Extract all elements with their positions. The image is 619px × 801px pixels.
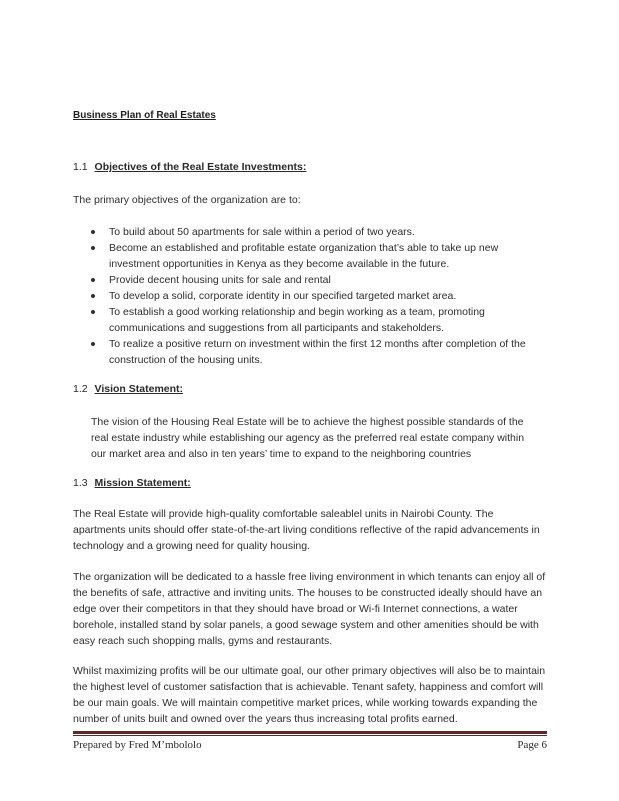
footer-page-number: Page 6 [517, 739, 547, 751]
list-item-text: To realize a positive return on investment within the first 12 months after completion of the construction of the housing units. [109, 338, 526, 366]
bullet-icon [91, 310, 95, 314]
section-title: Mission Statement: [94, 477, 191, 489]
section-number: 1.2 [73, 383, 88, 395]
list-item [91, 224, 551, 240]
list-item-text: Provide decent housing units for sale and rental [109, 274, 331, 286]
list-item-text: To establish a good working relationship and begin working as a team, promoting communications and suggestions from all participants and stakeholders. [109, 306, 485, 334]
bullet-icon [91, 246, 95, 250]
section-heading-objectives [73, 161, 306, 173]
document-title: Business Plan of Real Estates [73, 110, 216, 121]
section-heading-vision [73, 383, 183, 395]
mission-paragraph: Whilst maximizing profits will be our ultimate goal, our other primary objectives will also be to maintain the highest level of customer satisfaction that is achievable. Tenant safety, happiness and comfort will be our main goals. We will maintain competitive market prices, while working towards expanding the number of units built and owned over the years thus increasing total profits earned. [73, 665, 546, 725]
footer-divider-thin [73, 735, 547, 736]
section-heading-mission [73, 477, 191, 489]
list-item [91, 272, 551, 288]
list-item-text: To develop a solid, corporate identity in our specified targeted market area. [109, 290, 457, 302]
footer-divider [73, 731, 547, 734]
list-item [91, 336, 551, 368]
list-item-text: Become an established and profitable estate organization that’s able to take up new investment opportunities in Kenya as they become available in the future. [109, 242, 499, 270]
objectives-intro: The primary objectives of the organization are to: [73, 194, 301, 206]
bullet-icon [91, 294, 95, 298]
list-item [91, 240, 551, 272]
bullet-icon [91, 342, 95, 346]
vision-statement-text: The vision of the Housing Real Estate will be to achieve the highest possible standards of the real estate industry while establishing our agency as the preferred real estate company within our market area and also in ten years’ time to expand to the neighboring countries [91, 416, 525, 460]
section-number: 1.1 [73, 161, 88, 173]
mission-paragraph: The organization will be dedicated to a hassle free living environment in which tenants can enjoy all of the benefits of safe, attractive and inviting units. The houses to be constructed ideally should have an edge over their competitors in that they should have broad or Wi-fi Internet connections, a water borehole, installed stand by solar panels, a good sewage system and other amenities should be with easy reach such shopping malls, gyms and restaurants. [73, 571, 546, 647]
list-item-text: To build about 50 apartments for sale within a period of two years. [109, 226, 415, 238]
section-number: 1.3 [73, 477, 88, 489]
section-title: Objectives of the Real Estate Investments: [94, 161, 307, 173]
list-item [91, 288, 551, 304]
list-item [91, 304, 551, 336]
bullet-icon [91, 278, 95, 282]
section-title: Vision Statement: [94, 383, 184, 395]
mission-paragraph: The Real Estate will provide high-quality comfortable saleablel units in Nairobi County. The apartments units should offer state-of-the-art living conditions reflective of the rapid advancements in technology and a growing need for quality housing. [73, 508, 540, 552]
footer-author: Prepared by Fred M’mbololo [73, 739, 202, 751]
objectives-list [91, 224, 551, 368]
bullet-icon [91, 230, 95, 234]
